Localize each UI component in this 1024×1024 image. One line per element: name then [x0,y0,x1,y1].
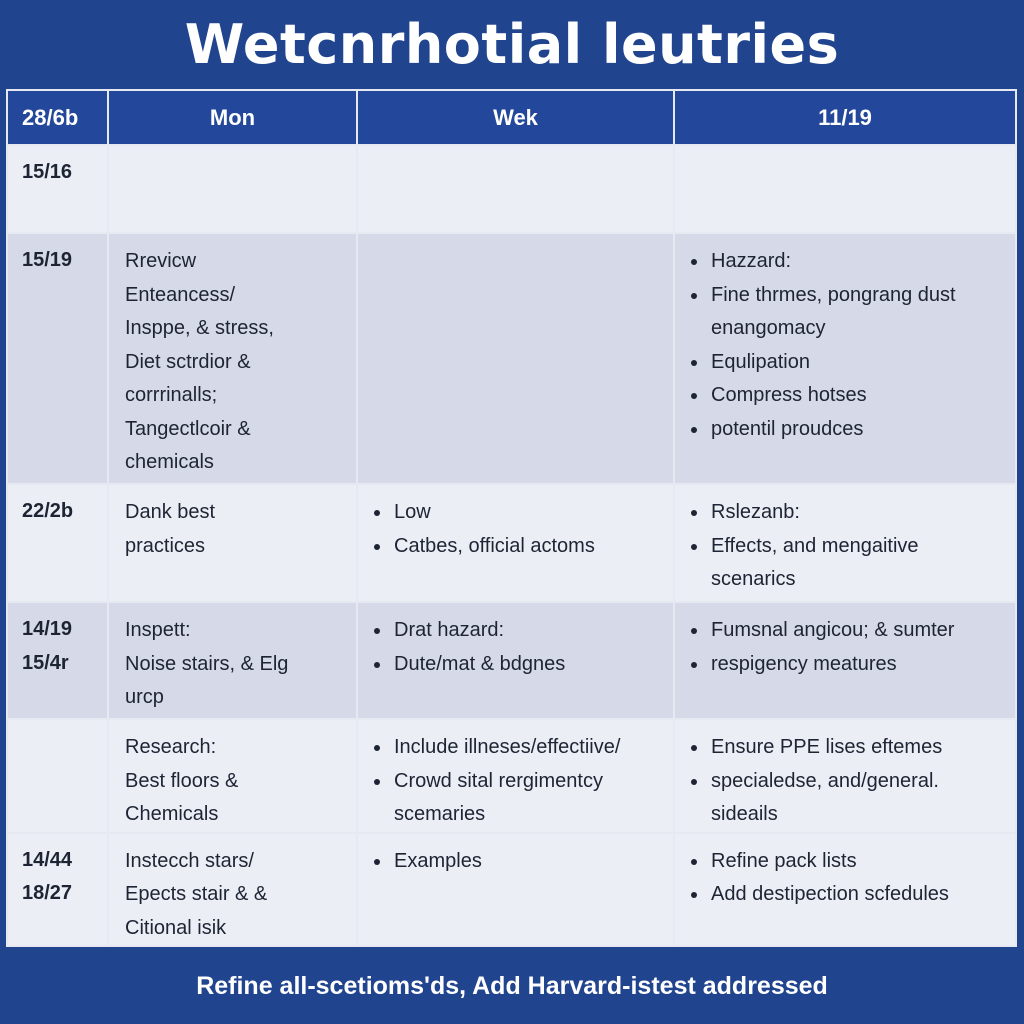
notes-cell [674,833,1016,947]
notes-cell [674,484,1016,602]
cell-line: Chemicals [125,803,219,825]
cell-line: Dank best [125,501,216,523]
bullet-list [372,496,665,563]
row-date: 18/27 [22,882,73,904]
bullet-item: • Crowd sital rergimentcy scemaries [392,765,665,832]
bullet-list [372,731,665,832]
cell-line: Research: [125,736,217,758]
row-date-cell [7,719,108,833]
bullet-item: • Ensure PPE lises eftemes [709,731,1007,765]
footer-note: Refine all-scetioms'ds, Add Harvard-istest addressed [196,972,828,1000]
mon-cell [108,602,357,719]
header-date: 28/6b [7,90,108,145]
bullet-item: • Low [392,496,665,530]
bullet-list [689,245,1007,446]
bullet-item: • Fumsnal angicou; & sumter [709,614,1007,648]
bullet-list [689,614,1007,681]
cell-line: Noise stairs, & Elg [125,652,289,675]
row-date: 15/19 [22,249,73,271]
bullet-item: • Equlipation [709,346,1007,380]
notes-cell [674,145,1016,233]
bullet-item: • Examples [392,845,665,879]
wek-cell [357,602,674,719]
bullet-item: • Include illneses/effectiive/ [392,731,665,765]
bullet-item: • Compress hotses [709,379,1007,413]
cell-line: Diet sctrdior & [125,350,251,373]
mon-cell [108,719,357,833]
mon-cell [108,233,357,484]
bullet-list [372,845,665,879]
cell-line: corrrinalls; [125,384,218,406]
table-row [7,719,1016,833]
bullet-list [689,731,1007,832]
row-date: 15/16 [22,161,73,183]
wek-cell [357,719,674,833]
bullet-item: • Effects, and mengaitive scenarics [709,530,1007,597]
table-row [7,602,1016,719]
notes-cell [674,719,1016,833]
cell-line: Inspett: [125,619,191,641]
notes-cell [674,602,1016,719]
cell-line: Rrevic​w [125,250,197,272]
wek-cell [357,833,674,947]
bullet-item: • Dute/mat & bdgnes [392,648,665,682]
page-title: Wetcnrhotial leutries [184,13,840,76]
cell-line: practices [125,534,206,557]
bullet-list [689,496,1007,597]
schedule-table [6,89,1017,947]
mon-cell [108,833,357,947]
mon-cell [108,145,357,233]
table-row [7,145,1016,233]
row-date: 14/44 [22,848,73,871]
table-header-row [7,90,1016,145]
bullet-item: • Drat hazard: [392,614,665,648]
cell-line: urcp [125,686,164,708]
bullet-item: • respigency meatures [709,648,1007,682]
cell-line: Tangectlcoir & [125,417,251,440]
cell-line: Best floors & [125,769,239,792]
wek-cell [357,145,674,233]
row-date: 22/2b [22,500,74,522]
bullet-list [372,614,665,681]
row-date-cell [7,833,108,947]
mon-cell [108,484,357,602]
row-date-cell [7,602,108,719]
header-mon: Mon [108,90,357,145]
table-row [7,484,1016,602]
bullet-item: • Hazzard: [709,245,1007,279]
cell-line: chemicals [125,451,214,473]
wek-cell [357,484,674,602]
cell-line: Citional isik [125,916,227,939]
bullet-item: • specialedse, and/general. sideails [709,765,1007,832]
bullet-item: • Catbes, official actoms [392,530,665,564]
notes-cell [674,233,1016,484]
cell-line: Instecch stars/ [125,849,254,872]
bullet-list [689,845,1007,912]
bullet-item: • Refine pack lists [709,845,1007,879]
header-wek: Wek [357,90,674,145]
cell-line: Insppe, & stress, [125,317,274,339]
row-date: 15/4r [22,651,69,674]
bullet-item: • Rslezanb: [709,496,1007,530]
table-row [7,833,1016,947]
cell-line: Enteancess/ [125,283,236,306]
bullet-item: • Fine thrmes, pongrang dust enangomacy [709,279,1007,346]
header-date-2: 11/19 [674,90,1016,145]
wek-cell [357,233,674,484]
row-date: 14/19 [22,618,73,640]
cell-line: Epects stair & & [125,883,268,905]
row-date-cell [7,145,108,233]
bullet-item: • Add destipection scfedules [709,878,1007,912]
row-date-cell [7,233,108,484]
table-row [7,233,1016,484]
row-date-cell [7,484,108,602]
bullet-item: • potentil proudces [709,413,1007,447]
